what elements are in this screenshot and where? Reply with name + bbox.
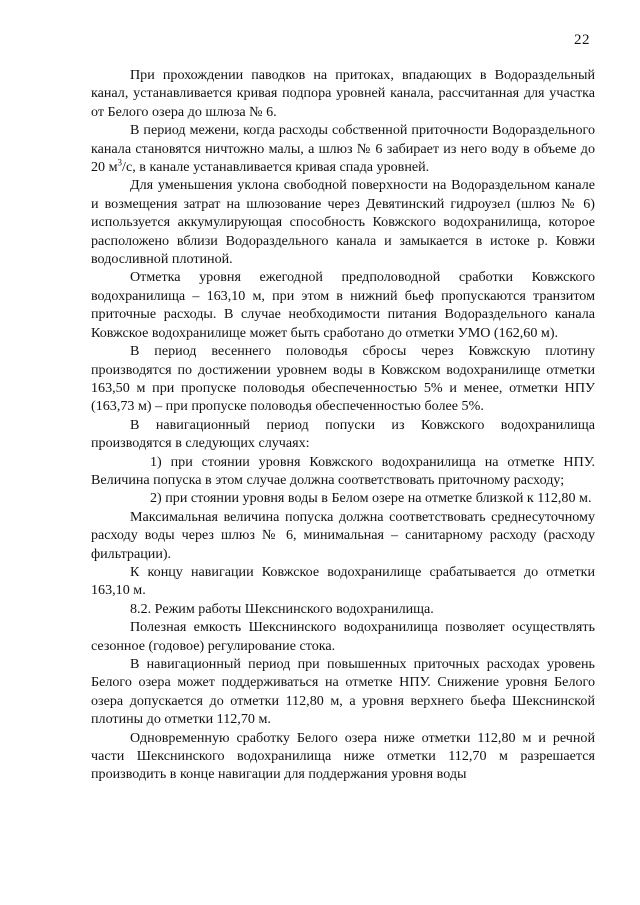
paragraph: Максимальная величина попуска должна соответствовать среднесуточному расходу воды через шлюз № 6, минимальная – санитарному расходу (расходу фильтрации). xyxy=(91,508,595,562)
paragraph: К концу навигации Ковжское водохранилище срабатывается до отметки 163,10 м. xyxy=(91,563,595,599)
paragraph-text-tail: /с, в канале устанавливается кривая спада уровней. xyxy=(122,159,430,176)
paragraph: При прохождении паводков на притоках, впадающих в Водораздельный канал, устанавливается кривая подпора уровней канала, рассчитанная для участка от Белого озера до шлюза № 6. xyxy=(91,67,595,120)
body-text xyxy=(91,66,595,784)
paragraph: Одновременную сработку Белого озера ниже отметки 112,80 м и речной части Шекснинского водохранилища ниже отметки 112,70 м разрешается производить в конце навигации для поддержания уровня воды xyxy=(91,729,595,783)
paragraph-text: В период межени, когда расходы собственной приточности Водораздельного канала становятся ничтожно малы, а шлюз № 6 забирает из него воду в объеме до 20 м xyxy=(91,122,595,176)
list-item: 2) при стоянии уровня воды в Белом озере на отметке близкой к 112,80 м. xyxy=(150,490,592,507)
paragraph xyxy=(91,121,595,176)
section-heading: 8.2. Режим работы Шекснинского водохранилища. xyxy=(130,600,434,617)
paragraph: В период весеннего половодья сбросы через Ковжскую плотину производятся по достижении уровнем воды в Ковжском водохранилище отметки 163,50 м при пропуске половодья обеспеченностью 5% и менее, отметки НПУ (163,73 м) – при пропуске половодья обеспеченностью более 5%. xyxy=(91,343,595,415)
paragraph: Отметка уровня ежегодной предполоводной сработки Ковжского водохранилища – 163,10 м, при этом в нижний бьеф пропускаются транзитом приточные расходы. В случае необходимости питания Водораздельного канала Ковжское водохранилище может быть сработано до отметки УМО (162,60 м). xyxy=(91,269,595,341)
paragraph: Полезная емкость Шекснинского водохранилища позволяет осуществлять сезонное (годовое) регулирование стока. xyxy=(91,619,595,654)
paragraph: В навигационный период при повышенных приточных расходах уровень Белого озера может поддерживаться на отметке НПУ. Снижение уровня Белого озера допускается до отметки 112,80 м, а уровня верхнего бьефа Шекснинской плотины до отметки 112,70 м. xyxy=(91,656,595,728)
paragraph: Для уменьшения уклона свободной поверхности на Водораздельном канале и возмещения затрат на шлюзование через Девятинский гидроузел (шлюз № 6) используется аккумулирующая способность Ковжского водохранилища, которое расположено вблизи Водораздельного канала и замыкается в истоке р. Ковжи водосливной плотиной. xyxy=(91,177,595,268)
list-item: 1) при стоянии уровня Ковжского водохранилища на отметке НПУ. Величина попуска в этом случае должна соответствовать приточному расходу; xyxy=(91,453,595,488)
superscript: 3 xyxy=(117,157,123,168)
paragraph: В навигационный период попуски из Ковжского водохранилища производятся в следующих случаях: xyxy=(91,416,595,452)
page-number: 22 xyxy=(574,32,590,48)
